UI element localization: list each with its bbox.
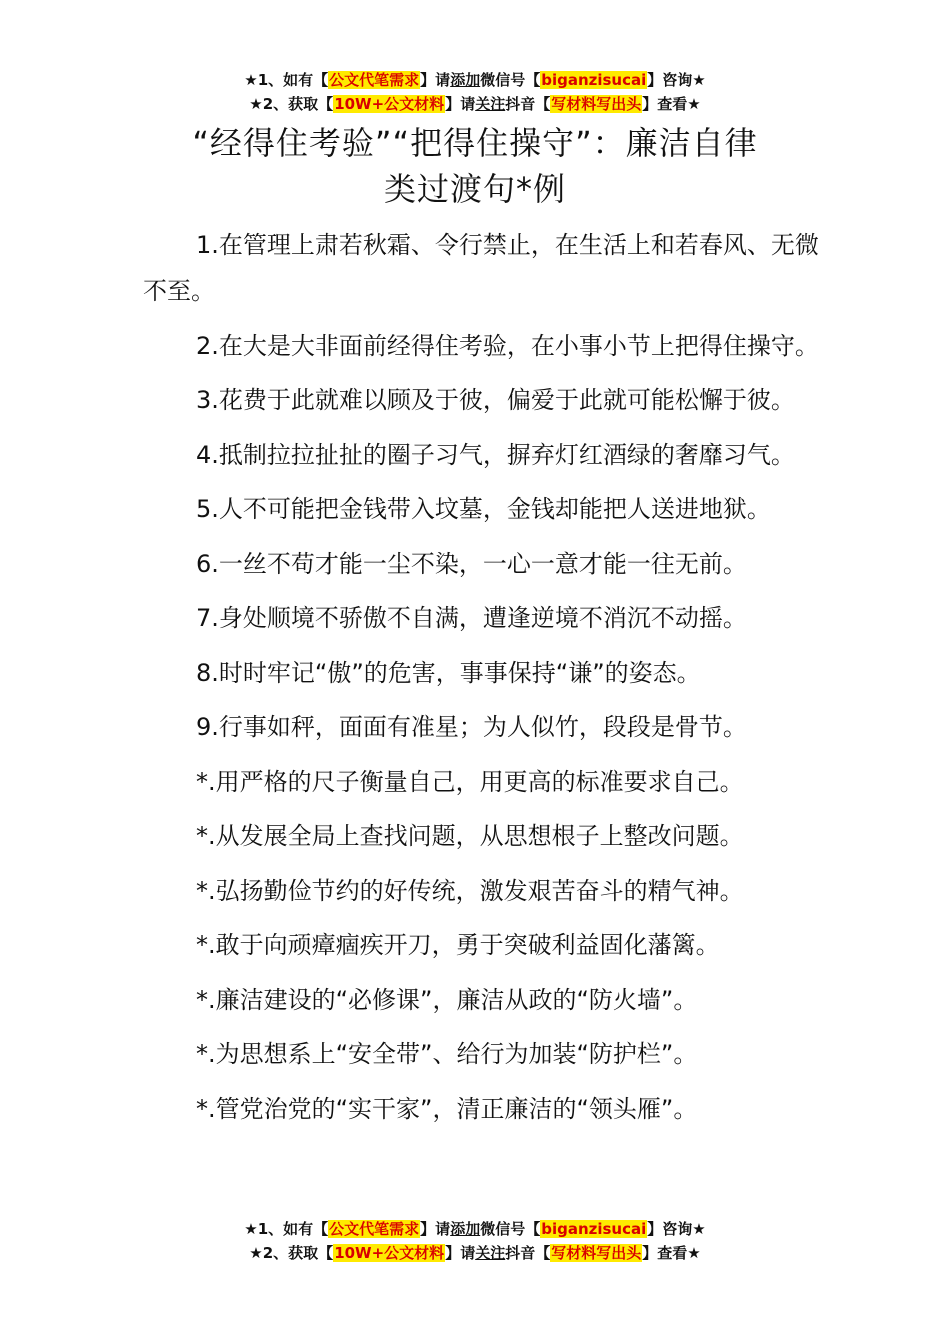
banner-emphasis: 关注 bbox=[475, 1244, 506, 1262]
banner-highlight: 公文代笔需求 bbox=[329, 71, 420, 89]
banner-highlight: biganzisucai bbox=[541, 1220, 647, 1238]
list-item: *.廉洁建设的“必修课”，廉洁从政的“防火墙”。 bbox=[196, 985, 698, 1014]
banner-highlight: 写材料写出头 bbox=[551, 1244, 642, 1262]
banner-highlight: 10W+公文材料 bbox=[334, 95, 445, 113]
list-item: *.从发展全局上查找问题，从思想根子上整改问题。 bbox=[196, 822, 744, 850]
banner-highlight: 公文代笔需求 bbox=[329, 1220, 420, 1238]
banner-text: 】查看★ bbox=[642, 1244, 701, 1262]
document-title bbox=[100, 120, 850, 212]
banner-text: 】请 bbox=[420, 71, 451, 89]
banner-text: ★1、如有【 bbox=[244, 1220, 329, 1238]
title-line-2: 类过渡句*例 bbox=[383, 170, 566, 208]
list-item: 8.时时牢记“傲”的危害，事事保持“谦”的姿态。 bbox=[196, 658, 701, 687]
banner-text: ★1、如有【 bbox=[244, 71, 329, 89]
banner-text: 】请 bbox=[420, 1220, 451, 1238]
list-item: 9.行事如秤，面面有准星；为人似竹，段段是骨节。 bbox=[196, 713, 747, 741]
banner-line-2 bbox=[0, 1241, 950, 1265]
banner-text: 】咨询★ bbox=[647, 71, 706, 89]
banner-text: ★2、获取【 bbox=[249, 95, 334, 113]
banner-text: 微信号【 bbox=[480, 71, 541, 89]
banner-highlight: 10W+公文材料 bbox=[334, 1244, 445, 1262]
top-banner bbox=[0, 68, 950, 116]
banner-line-1 bbox=[0, 68, 950, 92]
list-item: *.为思想系上“安全带”、给行为加装“防护栏”。 bbox=[196, 1040, 698, 1068]
banner-highlight: 写材料写出头 bbox=[551, 95, 642, 113]
list-item: 2.在大是大非面前经得住考验，在小事小节上把得住操守。 bbox=[196, 331, 819, 360]
title-line-1: “经得住考验”“把得住操守”：廉洁自律 bbox=[192, 124, 758, 162]
banner-emphasis: 添加 bbox=[450, 71, 481, 89]
list-item: 6.一丝不苟才能一尘不染，一心一意才能一往无前。 bbox=[196, 549, 747, 578]
bottom-banner bbox=[0, 1217, 950, 1265]
banner-text: 】请 bbox=[445, 1244, 476, 1262]
list-item: *.管党治党的“实干家”，清正廉洁的“领头雁”。 bbox=[196, 1094, 698, 1123]
list-item: *.弘扬勤俭节约的好传统，激发艰苦奋斗的精气神。 bbox=[196, 876, 744, 905]
banner-text: 】请 bbox=[445, 95, 476, 113]
banner-line-1 bbox=[0, 1217, 950, 1241]
list-item: 1.在管理上肃若秋霜、令行禁止，在生活上和若春风、无微不至。 bbox=[143, 231, 819, 305]
list-item: *.用严格的尺子衡量自己，用更高的标准要求自己。 bbox=[196, 767, 744, 796]
banner-text: 】查看★ bbox=[642, 95, 701, 113]
list-item: 7.身处顺境不骄傲不自满，遭逢逆境不消沉不动摇。 bbox=[196, 604, 747, 632]
banner-highlight: biganzisucai bbox=[541, 71, 647, 89]
banner-line-2 bbox=[0, 92, 950, 116]
banner-text: 】咨询★ bbox=[647, 1220, 706, 1238]
content-list bbox=[143, 222, 823, 1140]
list-item: 5.人不可能把金钱带入坟墓，金钱却能把人送进地狱。 bbox=[196, 495, 771, 523]
banner-emphasis: 关注 bbox=[475, 95, 506, 113]
banner-text: 抖音【 bbox=[505, 1244, 551, 1262]
banner-emphasis: 添加 bbox=[450, 1220, 481, 1238]
banner-text: 抖音【 bbox=[505, 95, 551, 113]
list-item: *.敢于向顽瘴痼疾开刀，勇于突破利益固化藩篱。 bbox=[196, 931, 720, 959]
list-item: 4.抵制拉拉扯扯的圈子习气，摒弃灯红酒绿的奢靡习气。 bbox=[196, 440, 795, 469]
list-item: 3.花费于此就难以顾及于彼，偏爱于此就可能松懈于彼。 bbox=[196, 386, 795, 414]
banner-text: 微信号【 bbox=[480, 1220, 541, 1238]
banner-text: ★2、获取【 bbox=[249, 1244, 334, 1262]
